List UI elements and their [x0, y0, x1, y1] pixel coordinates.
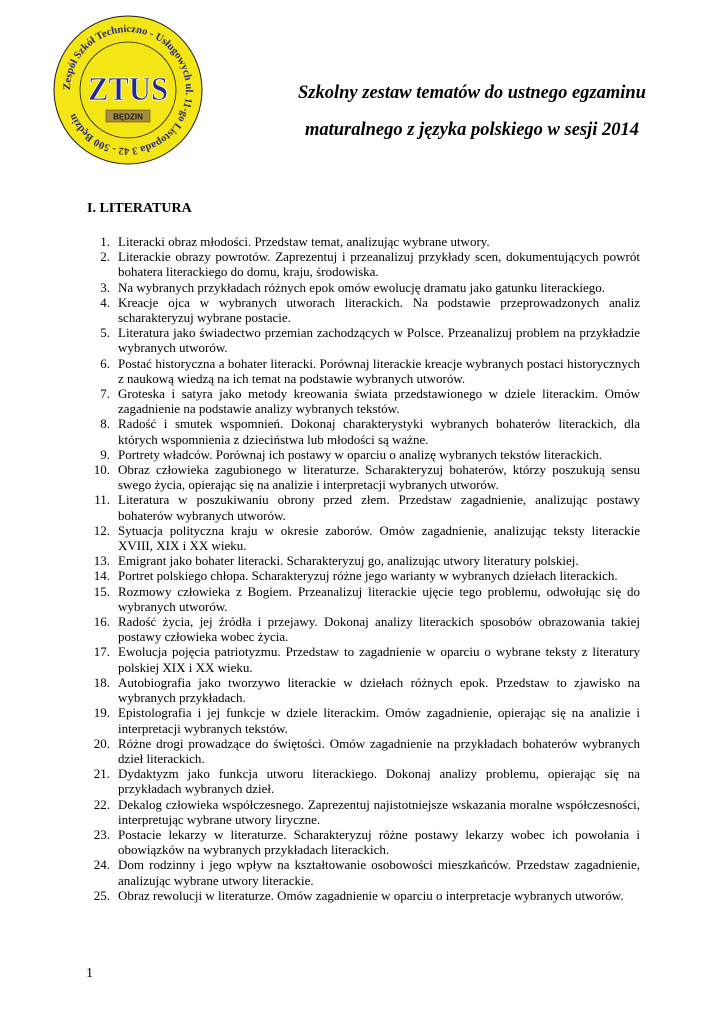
topic-item	[88, 295, 640, 325]
topic-text: Literatura jako świadectwo przemian zachodzących w Polsce. Przeanalizuj problem na przykładzie wybranych utworów.	[118, 325, 640, 356]
logo-city-text: BĘDZIN	[113, 112, 143, 122]
document-title-line1: Szkolny zestaw tematów do ustnego egzaminu	[298, 83, 646, 103]
topic-item	[88, 675, 640, 705]
topic-number: 10.	[93, 462, 110, 478]
topic-number: 3.	[100, 279, 110, 295]
topic-text: Dekalog człowieka współczesnego. Zaprezentuj najistotniejsze wskazania moralne współczesności, interpretując wybrane utwory liryczne.	[118, 796, 640, 827]
topic-number: 1.	[100, 234, 110, 249]
section-heading: I. LITERATURA	[87, 201, 192, 216]
topic-number: 15.	[93, 583, 110, 599]
topic-text: Dydaktyzm jako funkcja utworu literackiego. Dokonaj analizy problemu, opierając się na przykładach wybranych dzieł.	[118, 766, 640, 797]
logo-letters: ZTUS	[88, 71, 168, 108]
topic-list	[88, 234, 640, 903]
topic-item	[88, 234, 640, 249]
topic-text: Rozmowy człowieka z Bogiem. Przeanalizuj literackie ujęcie tego problemu, odwołując się do wybranych utworów.	[118, 583, 640, 614]
topic-text: Radość i smutek wspomnień. Dokonaj charakterystyki wybranych bohaterów literackich, dla których wspomnienia z dzieciństwa lub młodości są ważne.	[118, 416, 640, 447]
topic-text: Ewolucja pojęcia patriotyzmu. Przedstaw to zagadnienie w oparciu o wybrane teksty z literatury polskiej XIX i XX wieku.	[118, 644, 640, 675]
topic-number: 19.	[93, 705, 110, 721]
topic-text: Obraz rewolucji w literaturze. Omów zagadnienie w oparciu o interpretacje wybranych utworów.	[118, 887, 624, 903]
topic-item	[88, 766, 640, 796]
topic-text: Portrety władców. Porównaj ich postawy w oparciu o analizę wybranych tekstów literackich.	[118, 446, 602, 462]
topic-number: 5.	[100, 325, 110, 341]
topic-number: 4.	[100, 294, 110, 310]
topic-number: 23.	[93, 826, 110, 842]
topic-number: 2.	[100, 249, 110, 265]
topic-item	[88, 736, 640, 766]
topic-text: Na wybranych przykładach różnych epok omów ewolucję dramatu jako gatunku literackiego.	[118, 279, 605, 295]
topic-item	[88, 416, 640, 446]
topic-text: Różne drogi prowadzące do świętości. Omów zagadnienie na przykładach bohaterów wybranych dzieł literackich.	[118, 735, 640, 766]
topic-text: Portret polskiego chłopa. Scharakteryzuj różne jego warianty w wybranych dziełach literackich.	[118, 568, 618, 584]
logo-ring-text: Zespół Szkół Techniczno - Usługowych ul. 11-go Listopada 3 42 - 500 Będzin	[61, 23, 195, 157]
topic-item	[88, 523, 640, 553]
topic-item	[88, 249, 640, 279]
topic-text: Literacki obraz młodości. Przedstaw temat, analizując wybrane utwory.	[118, 234, 490, 249]
topic-item	[88, 584, 640, 614]
topic-text: Postać historyczna a bohater literacki. Porównaj literackie kreacje wybranych postaci historycznych z naukową wiedzą na ich temat na podstawie wybranych utworów.	[118, 355, 640, 386]
topic-text: Dom rodzinny i jego wpływ na kształtowanie osobowości mieszkańców. Przedstaw zagadnienie, analizując wybrane utwory literackie.	[118, 857, 640, 888]
topic-item	[88, 462, 640, 492]
topic-number: 14.	[93, 568, 110, 584]
topic-item	[88, 888, 640, 903]
topic-item	[88, 614, 640, 644]
topic-number: 9.	[100, 446, 110, 462]
topic-text: Obraz człowieka zagubionego w literaturze. Scharakteryzuj bohaterów, którzy poszukują sensu swego życia, opierając się na analizie i interpretacji wybranych utworów.	[118, 462, 640, 493]
topic-item	[88, 356, 640, 386]
topic-number: 17.	[93, 644, 110, 660]
topic-item	[88, 568, 640, 583]
topic-number: 12.	[93, 522, 110, 538]
topic-item	[88, 386, 640, 416]
topic-number: 18.	[93, 674, 110, 690]
topic-item	[88, 280, 640, 295]
topic-number: 24.	[93, 857, 110, 873]
topic-text: Emigrant jako bohater literacki. Scharakteryzuj go, analizując utwory literatury polskiej.	[118, 553, 579, 569]
topic-text: Literatura w poszukiwaniu obrony przed złem. Przedstaw zagadnienie, analizując postawy bohaterów wybranych utworów.	[118, 492, 640, 523]
topic-item	[88, 857, 640, 887]
topic-item	[88, 827, 640, 857]
topic-text: Sytuacja polityczna kraju w okresie zaborów. Omów zagadnienie, analizując teksty literackie XVIII, XIX i XX wieku.	[118, 522, 640, 554]
topic-item	[88, 553, 640, 568]
topic-item	[88, 447, 640, 462]
topic-number: 20.	[93, 735, 110, 751]
topic-text: Kreacje ojca w wybranych utworach literackich. Na podstawie przeprowadzonych analiz scharakteryzuj wybrane postacie.	[118, 294, 640, 326]
topic-item	[88, 644, 640, 674]
topic-text: Postacie lekarzy w literaturze. Scharakteryzuj różne postawy lekarzy wobec ich powołania i obowiązków na wybranych przykładach literackich.	[118, 826, 640, 858]
topic-text: Epistolografia i jej funkcje w dziele literackim. Omów zagadnienie, opierając się na analizie i interpretacji wybranych tekstów.	[118, 705, 640, 736]
topic-number: 7.	[100, 386, 110, 402]
topic-item	[88, 325, 640, 355]
topic-item	[88, 797, 640, 827]
topic-number: 11.	[94, 492, 110, 508]
topic-number: 16.	[93, 614, 110, 630]
document-title-line2: maturalnego z języka polskiego w sesji 2014	[304, 120, 640, 140]
topic-number: 22.	[93, 796, 110, 812]
topic-number: 25.	[93, 887, 110, 903]
topic-text: Autobiografia jako tworzywo literackie w dziełach różnych epok. Przedstaw to zjawisko na wybranych przykładach.	[118, 674, 640, 706]
topic-number: 8.	[100, 416, 110, 432]
topic-number: 6.	[100, 355, 110, 371]
school-logo	[52, 14, 204, 166]
topic-item	[88, 492, 640, 522]
page-number: 1	[86, 966, 93, 981]
topic-text: Literackie obrazy powrotów. Zaprezentuj i przeanalizuj przykłady scen, dokumentujących powrót bohatera literackiego do domu, kraju, środowiska.	[118, 249, 640, 280]
topic-number: 13.	[93, 553, 110, 569]
topic-item	[88, 705, 640, 735]
topic-text: Radość życia, jej źródła i przejawy. Dokonaj analizy literackich sposobów obrazowania takiej postawy człowieka wobec życia.	[118, 614, 640, 645]
topic-number: 21.	[93, 766, 110, 782]
topic-text: Groteska i satyra jako metody kreowania świata przedstawionego w dziele literackim. Omów zagadnienie na podstawie analizy wybranych tekstów.	[118, 386, 640, 417]
